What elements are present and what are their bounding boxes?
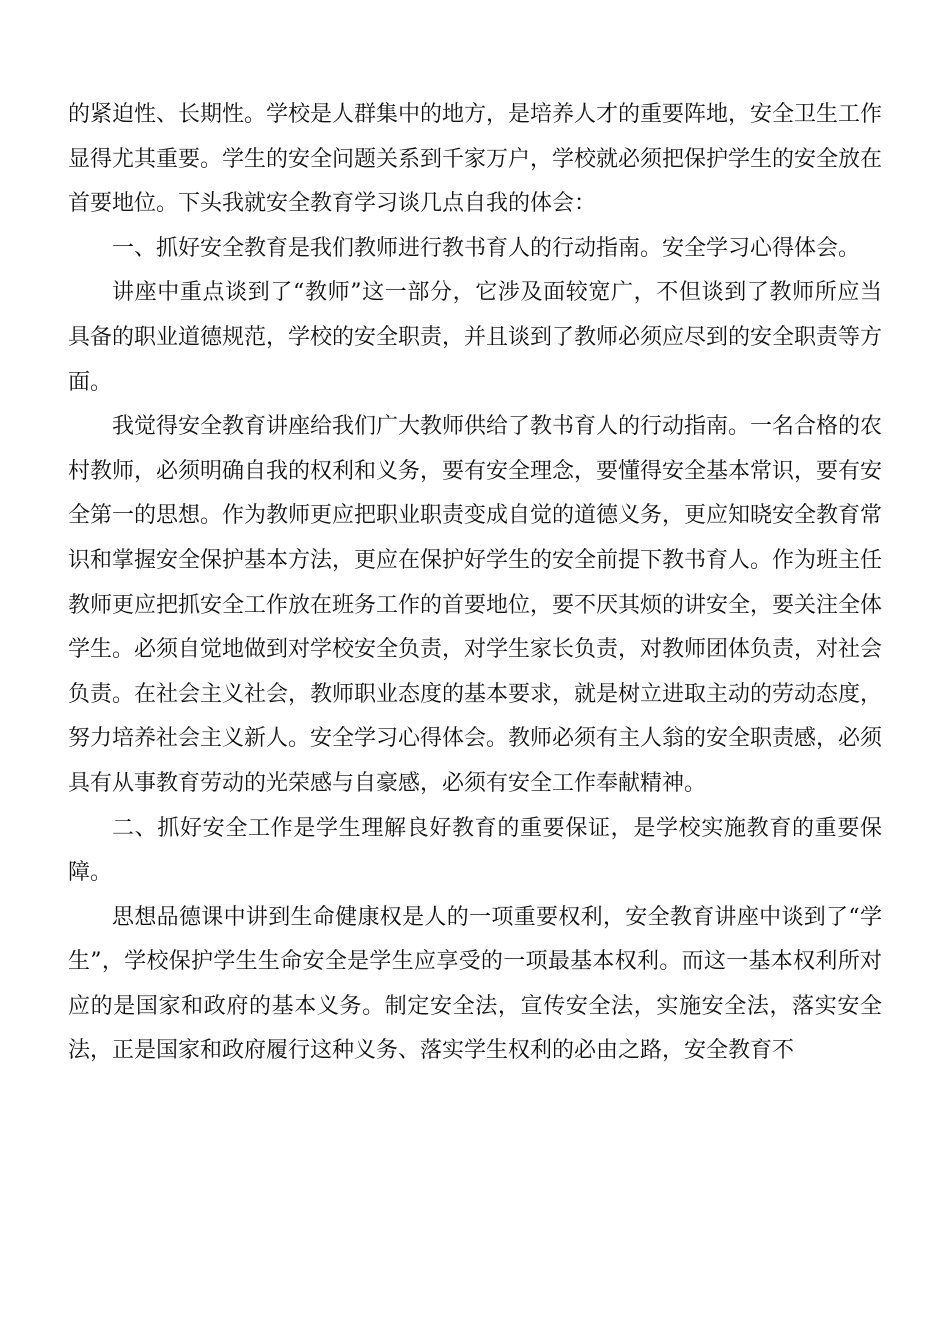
paragraph-student-rights: 思想品德课中讲到生命健康权是人的一项重要权利，安全教育讲座中谈到了“学生”，学校保护学生生命安全是学生应享受的一项最基本权利。而这一基本权利所对应的是国家和政府的基本义务。制定安全法，宣传安全法，实施安全法，落实安全法，正是国家和政府履行这种义务、落实学生权利的必由之路，安全教育不: [68, 904, 882, 1064]
paragraph-lecture-teacher: 讲座中重点谈到了“教师”这一部分，它涉及面较宽广，不但谈到了教师所应当具备的职业道德规范，学校的安全职责，并且谈到了教师必须应尽到的安全职责等方面。: [68, 280, 883, 395]
paragraph-intro: 的紧迫性、长期性。学校是人群集中的地方，是培养人才的重要阵地，安全卫生工作显得尤其重要。学生的安全问题关系到千家万户，学校就必须把保护学生的安全放在首要地位。下头我就安全教育学习谈几点自我的体会：: [68, 102, 883, 217]
paragraph-point-one-heading: 一、抓好安全教育是我们教师进行教书育人的行动指南。安全学习心得体会。: [112, 235, 861, 261]
paragraph-guidance: 我觉得安全教育讲座给我们广大教师供给了教书育人的行动指南。一名合格的农村教师，必须明确自我的权利和义务，要有安全理念，要懂得安全基本常识，要有安全第一的思想。作为教师更应把职业职责变成自觉的道德义务，更应知晓安全教育常识和掌握安全保护基本方法，更应在保护好学生的安全前提下教书育人。作为班主任教师更应把抓安全工作放在班务工作的首要地位，要不厌其烦的讲安全，要关注全体学生。必须自觉地做到对学校安全负责，对学生家长负责，对教师团体负责，对社会负责。在社会主义社会，教师职业态度的基本要求，就是树立进取主动的劳动态度，努力培养社会主义新人。安全学习心得体会。教师必须有主人翁的安全职责感，必须具有从事教育劳动的光荣感与自豪感，必须有安全工作奉献精神。: [68, 414, 883, 796]
document-page: [68, 93, 882, 1074]
paragraph-point-two-heading: 二、抓好安全工作是学生理解良好教育的重要保证，是学校实施教育的重要保障。: [68, 815, 882, 886]
